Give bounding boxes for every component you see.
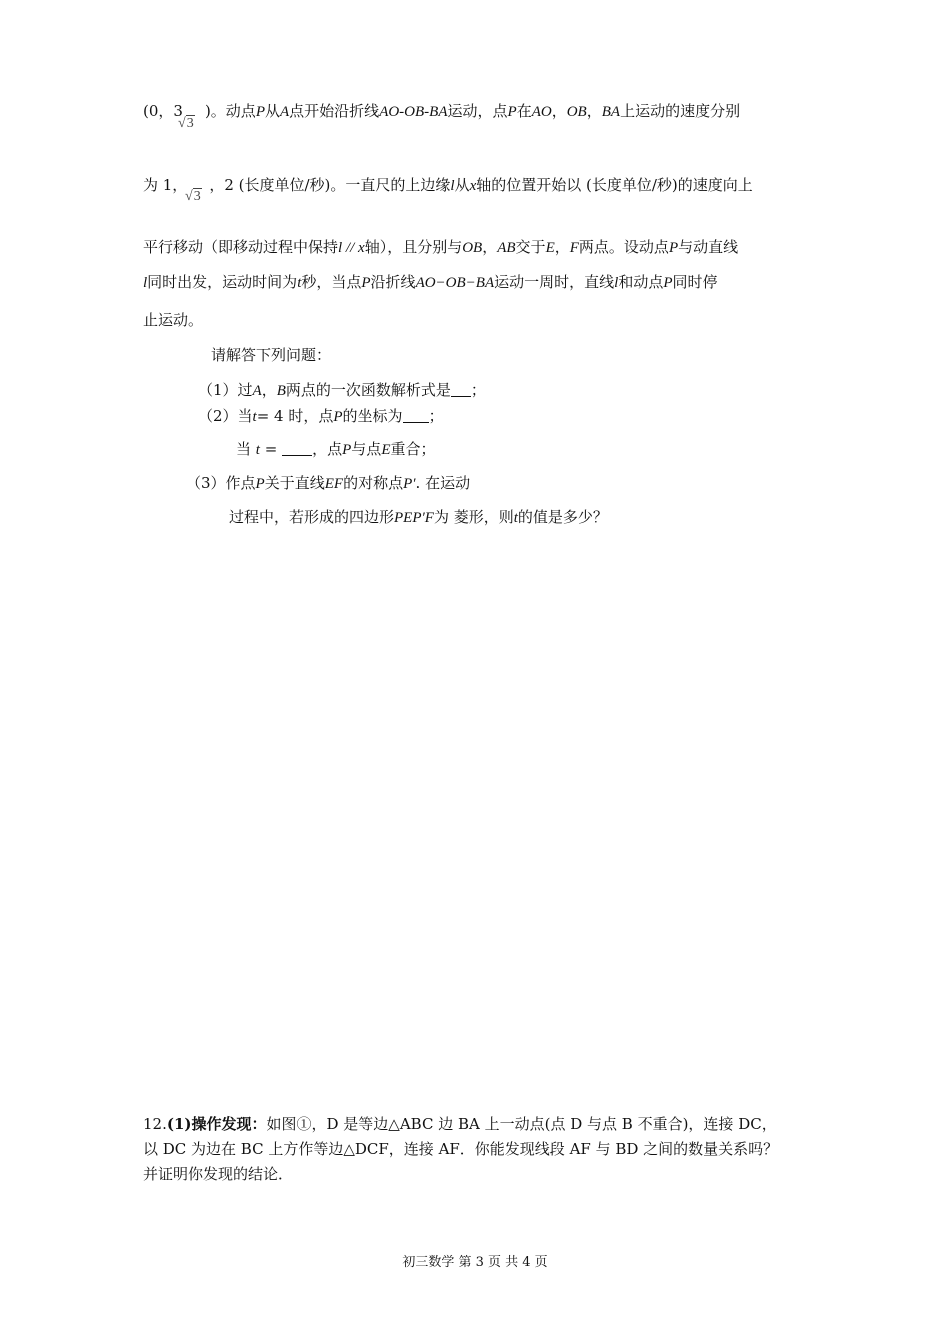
sqrt-three-1: √3 <box>178 116 194 131</box>
text: 点开始沿折线 <box>289 102 380 120</box>
question-3 <box>186 473 470 494</box>
text: 同时出发，运动时间为 <box>147 273 298 291</box>
problem12-line2 <box>143 1139 778 1159</box>
problem12-line3 <box>143 1164 293 1184</box>
para1-line5 <box>143 310 203 330</box>
var-ba: BA <box>601 104 621 120</box>
answer-blank <box>451 381 471 397</box>
var-l: l <box>614 275 619 291</box>
question-2b <box>236 439 436 460</box>
var-p-prime: P′ <box>403 476 416 492</box>
text: ，点 <box>312 440 343 458</box>
var-l: l <box>450 178 455 194</box>
text: 关于直线 <box>264 474 325 492</box>
text: 以 DC 为边在 BC 上方作等边△DCF，连接 AF．你能发现线段 AF 与 BD 之间的数量关系吗？ <box>143 1140 779 1158</box>
text: 沿折线 <box>370 273 416 291</box>
text: )。动点 <box>204 102 256 120</box>
answer-blank <box>282 440 312 456</box>
text: 为 1， <box>143 176 188 194</box>
text: . 在运动 <box>415 474 471 492</box>
var-p: P <box>255 476 265 492</box>
var-e: E <box>545 240 555 256</box>
problem12-line1 <box>143 1114 777 1134</box>
text: 与动直线 <box>678 238 739 256</box>
text: 同时停 <box>672 273 718 291</box>
var-f: F <box>569 240 579 256</box>
text: 从 <box>454 176 470 194</box>
text: 上运动的速度分别 <box>620 102 741 120</box>
var-t: t <box>255 442 260 458</box>
text: 两点。设动点 <box>578 238 669 256</box>
var-p: P <box>255 104 265 120</box>
var-ob: OB <box>566 104 587 120</box>
var-path: AO-OB-BA <box>379 104 448 120</box>
text: 轴的位置开始以 (长度单位/秒)的速度向上 <box>476 176 753 194</box>
text: (0，3 <box>143 102 183 120</box>
text: 请解答下列问题： <box>211 346 332 364</box>
answer-blank <box>403 407 429 423</box>
sqrt-three-2: √3 <box>185 189 201 204</box>
var-x: x <box>469 178 477 194</box>
var-l: l <box>143 275 148 291</box>
text: 交于 <box>515 238 546 256</box>
text: 两点的一次函数解析式是 <box>285 381 451 399</box>
var-e: E <box>381 442 391 458</box>
text: 过程中，若形成的四边形 <box>229 508 395 526</box>
var-t: t <box>297 275 302 291</box>
text: 止运动。 <box>143 311 204 329</box>
var-ef: EF <box>324 476 344 492</box>
text: 和动点 <box>618 273 664 291</box>
text: = 4 时，点 <box>256 407 334 425</box>
para1-line3 <box>143 237 738 258</box>
text: 运动一周时，直线 <box>494 273 615 291</box>
var-p: P <box>668 240 679 256</box>
problem-label: (1)操作发现： <box>166 1115 267 1133</box>
var-p: P <box>663 275 673 291</box>
text: （3）作点 <box>186 474 256 492</box>
text: ； <box>470 381 486 399</box>
var-p: P <box>507 104 517 120</box>
text: （2）当 <box>198 407 253 425</box>
var-t: t <box>252 409 257 425</box>
text: 的坐标为 <box>342 407 403 425</box>
var-path: AO−OB−BA <box>415 275 495 291</box>
text: 当 <box>236 440 252 458</box>
text: （1）过 <box>198 381 253 399</box>
var-ob: OB <box>462 240 483 256</box>
text: 轴），且分别与 <box>364 238 463 256</box>
question-2 <box>198 406 444 427</box>
page-footer: 初三数学 第 3 页 共 4 页 <box>402 1255 548 1270</box>
var-p: P <box>333 409 343 425</box>
text: 如图①，D 是等边△ABC 边 BA 上一动点(点 D 与点 B 不重合)，连接 DC， <box>266 1115 777 1133</box>
questions-intro <box>211 345 331 365</box>
var-t: t <box>513 510 518 526</box>
text: ， <box>551 102 567 120</box>
text: ， <box>482 238 498 256</box>
text: 重合； <box>390 440 436 458</box>
text: ， <box>586 102 602 120</box>
text: ， <box>554 238 570 256</box>
var-p: P <box>342 442 352 458</box>
var-parallel: l // x <box>338 240 365 256</box>
problem-number: 12. <box>143 1115 167 1133</box>
text: 并证明你发现的结论． <box>143 1165 294 1183</box>
text: 秒，当点 <box>301 273 362 291</box>
text: ； <box>428 407 444 425</box>
question-3b <box>229 507 608 528</box>
var-ao: AO <box>531 104 552 120</box>
question-1 <box>198 380 486 401</box>
text: 的值是多少？ <box>517 508 608 526</box>
text: 平行移动（即移动过程中保持 <box>143 238 339 256</box>
var-ab: AB <box>497 240 516 256</box>
var-a: A <box>252 383 262 399</box>
para1-line1 <box>143 101 740 122</box>
text: 从 <box>264 102 280 120</box>
var-a: A <box>280 104 290 120</box>
var-p: P <box>361 275 371 291</box>
var-b: B <box>276 383 286 399</box>
text: 在 <box>516 102 532 120</box>
para1-line4 <box>143 272 718 293</box>
para1-line2 <box>143 175 753 196</box>
text: 为 菱形，则 <box>433 508 514 526</box>
text: 运动，点 <box>447 102 508 120</box>
text: 的对称点 <box>343 474 404 492</box>
var-shape: PEP′F <box>394 510 434 526</box>
text: ，2 (长度单位/秒)。一直尺的上边缘 <box>209 176 451 194</box>
text: = <box>264 440 278 458</box>
text: 与点 <box>351 440 382 458</box>
text: ， <box>261 381 277 399</box>
